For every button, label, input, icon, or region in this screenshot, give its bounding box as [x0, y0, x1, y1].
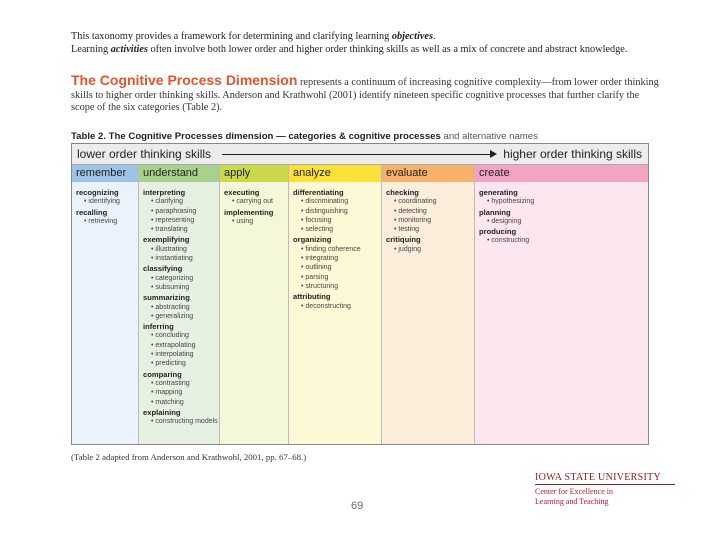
alternative-name: • deconstructing	[293, 302, 378, 311]
cognitive-process: implementing	[224, 207, 274, 217]
logo-center-line-2: Learning and Teaching	[535, 496, 609, 506]
category-header-analyze: analyze	[289, 165, 381, 182]
alternative-name: • detecting	[386, 207, 471, 216]
alternative-name: • predicting	[143, 359, 216, 368]
alternative-name: • matching	[143, 398, 216, 407]
cognitive-process: critiquing	[386, 235, 421, 245]
cognitive-process: interpreting	[143, 188, 186, 197]
alternative-name: • discriminating	[293, 197, 378, 206]
cognitive-process: recalling	[76, 207, 108, 217]
alternative-name: • integrating	[293, 254, 378, 263]
table-caption: Table 2. The Cognitive Processes dimension — categories & cognitive processes and alternative names	[71, 131, 538, 142]
category-columns	[72, 165, 648, 444]
alternative-name: • structuring	[293, 282, 378, 291]
alternative-name: • subsuming	[143, 283, 216, 292]
cognitive-process: summarizing	[143, 293, 190, 303]
alternative-name: • selecting	[293, 225, 378, 234]
intro-line-1: This taxonomy provides a framework for determining and clarifying learning objectives.	[71, 31, 436, 42]
alternative-name: • contrasting	[143, 379, 216, 388]
cognitive-process: classifying	[143, 264, 183, 274]
column-remember	[72, 165, 139, 444]
cognitive-process: comparing	[143, 369, 182, 379]
cognitive-process: planning	[479, 207, 511, 217]
category-body-create	[475, 182, 648, 246]
alternative-name: • carrying out	[224, 197, 285, 206]
alternative-name: • paraphrasing	[143, 207, 216, 216]
alternative-name: • interpolating	[143, 350, 216, 359]
alternative-name: • designing	[479, 217, 645, 226]
alternative-name: • translating	[143, 225, 216, 234]
cognitive-process: inferring	[143, 322, 174, 332]
column-understand	[139, 165, 220, 444]
dimension-title: The Cognitive Process Dimension	[71, 72, 298, 88]
cognitive-process: differentiating	[293, 188, 344, 197]
category-header-understand: understand	[139, 165, 219, 182]
table-footnote: (Table 2 adapted from Anderson and Krathwohl, 2001, pp. 67–68.)	[71, 452, 307, 462]
alternative-name: • hypothesizing	[479, 197, 645, 206]
category-body-remember	[72, 182, 138, 226]
alternative-name: • illustrating	[143, 245, 216, 254]
thinking-skills-bar	[72, 144, 648, 165]
cognitive-process: executing	[224, 188, 260, 197]
alternative-name: • coordinating	[386, 197, 471, 206]
alternative-name: • identifying	[76, 197, 135, 206]
alternative-name: • extrapolating	[143, 341, 216, 350]
cognitive-process: organizing	[293, 235, 332, 245]
cognitive-process: checking	[386, 188, 419, 197]
logo-center-line-1: Center for Excellence in	[535, 487, 613, 496]
alternative-name: • clarifying	[143, 197, 216, 206]
alternative-name: • concluding	[143, 331, 216, 340]
column-apply	[220, 165, 289, 444]
alternative-name: • constructing	[479, 236, 645, 245]
alternative-name: • generalizing	[143, 312, 216, 321]
alternative-name: • finding coherence	[293, 245, 378, 254]
continuum-arrow-line	[222, 154, 492, 155]
category-header-evaluate: evaluate	[382, 165, 474, 182]
dimension-paragraph	[71, 74, 661, 115]
lower-order-label: lower order thinking skills	[77, 147, 212, 161]
intro-paragraph	[71, 30, 661, 56]
cognitive-process: attributing	[293, 292, 331, 302]
category-body-understand	[139, 182, 219, 426]
alternative-name: • outlining	[293, 263, 378, 272]
cognitive-process: generating	[479, 188, 518, 197]
column-analyze	[289, 165, 382, 444]
cognitive-process: explaining	[143, 407, 181, 417]
alternative-name: • focusing	[293, 216, 378, 225]
category-header-create: create	[475, 165, 648, 182]
column-evaluate	[382, 165, 475, 444]
category-body-apply	[220, 182, 288, 226]
alternative-name: • categorizing	[143, 274, 216, 283]
isu-celt-logo	[535, 472, 675, 506]
alternative-name: • abstracting	[143, 303, 216, 312]
category-header-remember: remember	[72, 165, 138, 182]
arrow-right-icon	[490, 150, 497, 158]
category-body-evaluate	[382, 182, 474, 254]
alternative-name: • representing	[143, 216, 216, 225]
alternative-name: • constructing models	[143, 417, 216, 426]
alternative-name: • mapping	[143, 388, 216, 397]
cognitive-process: recognizing	[76, 188, 119, 197]
intro-line-2: Learning activities often involve both lower order and higher order thinking skills as well as a mix of concrete and abstract knowledge.	[71, 44, 628, 55]
alternative-name: • monitoring	[386, 216, 471, 225]
page-number: 69	[351, 500, 364, 512]
cognitive-process: producing	[479, 227, 517, 237]
cognitive-process-table	[71, 143, 649, 445]
alternative-name: • testing	[386, 225, 471, 234]
alternative-name: • instantiating	[143, 254, 216, 263]
category-body-analyze	[289, 182, 381, 311]
alternative-name: • retrieving	[76, 217, 135, 226]
alternative-name: • judging	[386, 245, 471, 254]
category-header-apply: apply	[220, 165, 288, 182]
alternative-name: • distinguishing	[293, 207, 378, 216]
higher-order-label: higher order thinking skills	[503, 147, 642, 161]
column-create	[475, 165, 648, 444]
alternative-name: • using	[224, 217, 285, 226]
cognitive-process: exemplifying	[143, 235, 190, 245]
dimension-text: represents a continuum of increasing cognitive complexity—from lower order thinking skills to higher order thinking skills. Anderson and Krathwohl (2001) identify nineteen specific cognitive processes that further clarify the scope of the six categories (Table 2).	[71, 77, 659, 113]
logo-university: IOWA STATE UNIVERSITY	[535, 472, 675, 485]
alternative-name: • parsing	[293, 273, 378, 282]
